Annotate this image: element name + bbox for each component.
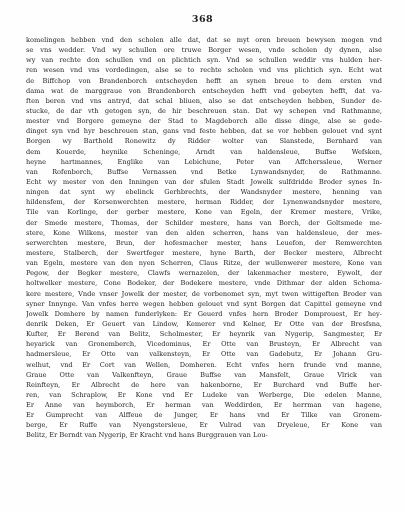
text-line: welhut, vnd Er Cort van Wellen, Domheren. Echt vnfes hern frunde vnd manne, bbox=[26, 360, 382, 369]
text-line: Belitz, Er Berndt van Nygerip, Er Kracht vnd hans Burggrauen van Lou- bbox=[26, 431, 268, 440]
text-line: stucke, de dar vth getogen syn, de hir beschreuen stan. Dat wy schepen vnd Rathmanne, bbox=[26, 106, 382, 115]
text-line: van Egeln, mestere van den nyen Scherren, Claus Ritze, der wullenwerer mestere, Kone van bbox=[26, 259, 382, 268]
text-line: kere mestere, Vnde vnser Jowelk der mester, de vorbenomet syn, myt twen wittigeften Broder van bbox=[26, 289, 382, 298]
text-line: Jowelk Domhere by namen funderlyken: Er Geuerd vnfes hern Broder Domprouest, Er hey- bbox=[26, 309, 382, 318]
text-line: se vns wedder. Vnd wy schullen ore truwe Borger wesen, vnde scholen dy dynen, alse bbox=[26, 46, 382, 55]
text-line: Borgen wy Barthold Ronewitz dy Ridder wolter van Slanstede, Bernhard van bbox=[26, 137, 382, 146]
text-line: berge, Er Ruffe van Nyengstersleue, Er Vulrad van Dryeleue, Er Kone van bbox=[26, 421, 382, 430]
text-line: denrik Deken, Er Geuert van Lindow, Kemerer vnd Kelner, Er Otte van der Bresfsna, bbox=[26, 319, 382, 328]
text-line: der Smede mestere, Thomas, der Schilder mestere, hans van Borch, der Goltsmede me- bbox=[26, 218, 382, 227]
text-line: dama wat de marggraue von Brandenborch entscheyden hefft vnd gebeyten hefft, dat va- bbox=[26, 86, 382, 95]
text-line: Pegow, der Begker mestere, Clawfs wernazelen, der lakenmacher mestere, Eywolt, der bbox=[26, 269, 382, 278]
text-line: Reinfteyn, Er Albrecht de here van hakenborne, Er Burchard vnd Buffe her- bbox=[26, 380, 382, 389]
text-line: heyarick van Gronemberch, Vicedominus, Er Otte van Brusteyn, Er Albrecht van bbox=[26, 340, 382, 349]
text-line: ren, van Schraplow, Er Kone vnd Er Ludeke van Werberge, Die edelen Manne, bbox=[26, 390, 382, 399]
text-line: Er Gumprecht van Alffeue de Junger, Er hans vnd Er Tilke van Gronem- bbox=[26, 411, 382, 420]
text-line: ningen dat synt wy ebelinck Gerhbrechts, der Wandsnyder mestere, henning van bbox=[26, 188, 382, 197]
text-line: Graue Otte van Valkenfteyn, Graue Buffse van Mansfelt, Graue Vlrick van bbox=[26, 370, 382, 379]
text-line: dinget syn vnd hyr beschreuen stan, gans vnd feste hebben, dat se vor hebben gelouet vnd synt bbox=[26, 127, 382, 136]
text-line: wy van rechte don schullen vnd on plichtich syn. Vnd se schullen weddir vns hulden her- bbox=[26, 56, 382, 65]
text-line: de Biffchop von Brandenborch entscheyden hefft an synen breue to dem ersten vnd bbox=[26, 76, 382, 85]
text-line: ren wesen vnd vns vordedingen, alse se to rechte scholen vnd vns plichtich syn. Echt wat bbox=[26, 66, 382, 75]
text-line: stere, Kone Wilkens, mester van den alden scherren, hans van haldensleue, der mes- bbox=[26, 228, 382, 237]
text-line: heyne hartmannes, Englike van Lebichune, Peter van Affcherssleue, Werner bbox=[26, 157, 382, 166]
text-line: hadmersleue, Er Otte van valkensteyn, Er Otte van Gadebutz, Er Johann Gru- bbox=[26, 350, 382, 359]
text-line: syner Innynge. Van vnfes herre wegen hebben gelouet vnd synt Borgen dat Capittel gemeyne vnd bbox=[26, 299, 382, 308]
text-line: komelingen hebben vnd den scholen alle dat, dat se myt oren breuen bewysen mogen vnd bbox=[26, 36, 382, 44]
text-line: mestere, Stalberch, der Swertfeger mestere, hyne Barth, der Becker mestere, Albrecht bbox=[26, 248, 382, 257]
body-text bbox=[26, 35, 382, 441]
text-line: Kufter, Er Berend van Belitz, Scholmester, Er heynrik van Nygerip, Sangmester, Er bbox=[26, 330, 382, 339]
text-line: ften beren vnd vns antryd, dat schal bliuen, also se dat entscheyden hebben, Sunder de- bbox=[26, 96, 382, 105]
text-line: Tile van Korlinge, der gerber mestere, Kone van Egeln, der Kremer mestere, Vrike, bbox=[26, 208, 382, 217]
text-line: hildensfem, der Korsenwerchten mestere, herman Ridder, der Lynenwandsnyder mestere, bbox=[26, 198, 382, 207]
text-line: serwerchten mestere, Brun, der hofesmacher mester, hans Leuefon, der Remwerchten bbox=[26, 238, 382, 247]
text-line: Echt wy mester von den Inningen van der sfulen Stadt Jowelk sulfdridde Broder synes In- bbox=[26, 177, 382, 186]
text-line: holtwelker mestere, Cone Bodeker, der Bodekere mestere, vnde Dithmar der alden Schoma- bbox=[26, 279, 382, 288]
text-line: van Rofenborch, Buffse Vernassen vnd Betke Lynwandsnyder, de Rathmanne. bbox=[26, 167, 382, 176]
text-line: mester vnd Borgere gemeyne der Stad to Magdeborch alle disse dinge, alse se gede- bbox=[26, 117, 382, 126]
text-line: dem Kouerde, heynike Scheninge, Arndt van haldensleue, Buffse Wefsken, bbox=[26, 147, 382, 156]
page-number: 368 bbox=[191, 14, 214, 25]
text-line: Er Anne van heymborch, Er herman van Weddirden, Er herrman van hagene, bbox=[26, 401, 382, 410]
